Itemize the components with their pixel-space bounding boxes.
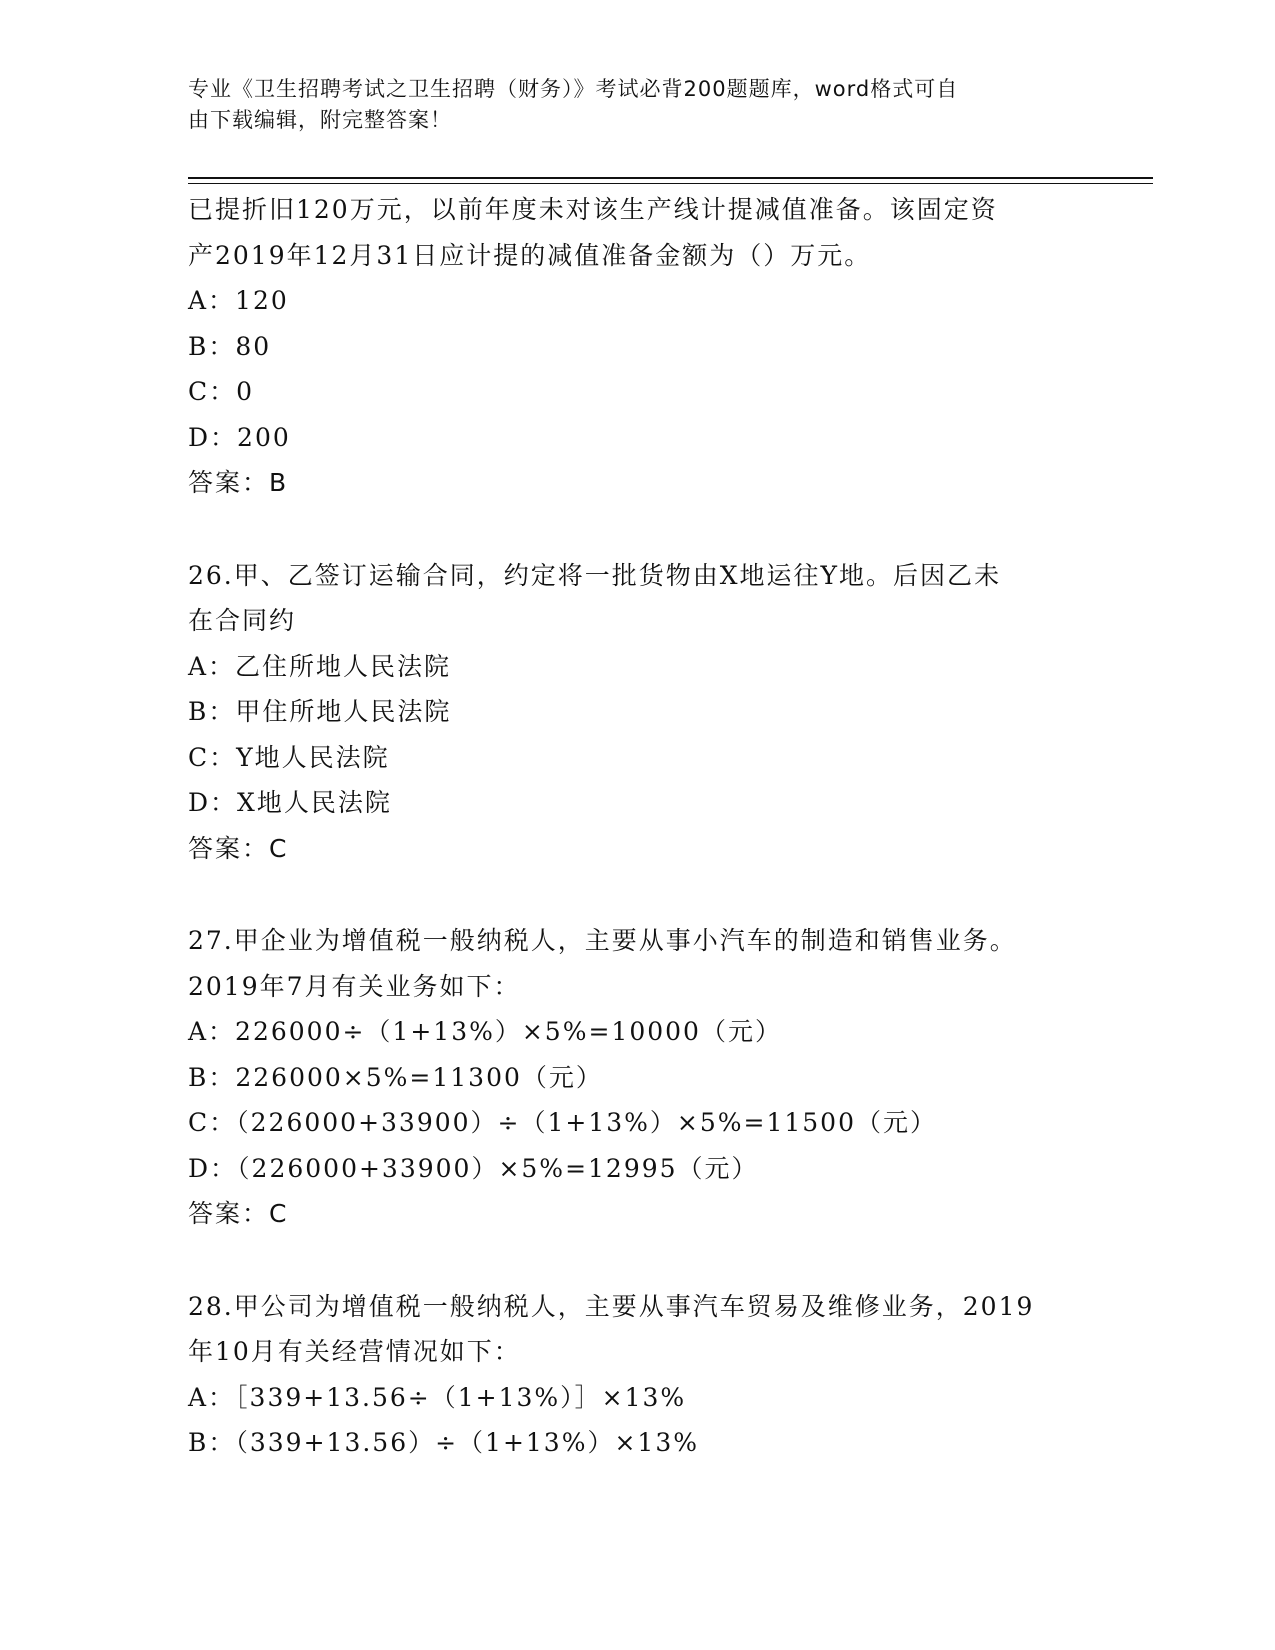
option-b: B：80 (188, 331, 272, 361)
question-stem: 产2019年12月31日应计提的减值准备金额为（）万元。 (188, 240, 872, 270)
question-stem: 28.甲公司为增值税一般纳税人，主要从事汽车贸易及维修业务，2019 (188, 1291, 1035, 1321)
question-list (188, 187, 1088, 1466)
question-26 (188, 553, 1088, 872)
option-c: C：Y地人民法院 (188, 742, 390, 772)
question-stem: 已提折旧120万元，以前年度未对该生产线计提减值准备。该固定资 (188, 195, 998, 224)
option-d: D：（226000+33900）×5%=12995（元） (188, 1153, 759, 1183)
header-line-1: 专业《卫生招聘考试之卫生招聘（财务）》考试必背200题题库，word格式可自 (188, 77, 959, 101)
option-c: C：0 (188, 377, 255, 406)
option-c: C：（226000+33900）÷（1+13%）×5%=11500（元） (188, 1108, 937, 1137)
option-b: B：226000×5%=11300（元） (188, 1062, 603, 1092)
header-line-2: 由下载编辑，附完整答案！ (188, 108, 452, 132)
question-stem: 2019年7月有关业务如下： (188, 971, 521, 1001)
question-28 (188, 1284, 1088, 1466)
header-divider-thin (188, 183, 1153, 184)
question-stem: 26.甲、乙签订运输合同，约定将一批货物由X地运往Y地。后因乙未 (188, 560, 1002, 590)
question-stem: 在合同约 (188, 606, 297, 635)
answer-line: 答案：C (188, 833, 289, 863)
option-b: B：（339+13.56）÷（1+13%）×13% (188, 1428, 699, 1457)
document-header (188, 74, 1068, 136)
option-a: A：乙住所地人民法院 (188, 651, 452, 681)
option-b: B：甲住所地人民法院 (188, 697, 452, 726)
question-27 (188, 918, 1088, 1237)
question-25 (188, 187, 1088, 506)
option-a: A：226000÷（1+13%）×5%=10000（元） (188, 1017, 782, 1046)
option-d: D：200 (188, 422, 291, 452)
header-divider-thick (188, 177, 1153, 179)
question-stem: 27.甲企业为增值税一般纳税人，主要从事小汽车的制造和销售业务。 (188, 926, 1017, 955)
option-d: D：X地人民法院 (188, 788, 392, 817)
option-a: A：［339+13.56÷（1+13%）］×13% (188, 1382, 687, 1412)
option-a: A：120 (188, 286, 289, 315)
question-stem: 年10月有关经营情况如下： (188, 1337, 521, 1366)
answer-line: 答案：B (188, 468, 289, 497)
answer-line: 答案：C (188, 1199, 289, 1228)
